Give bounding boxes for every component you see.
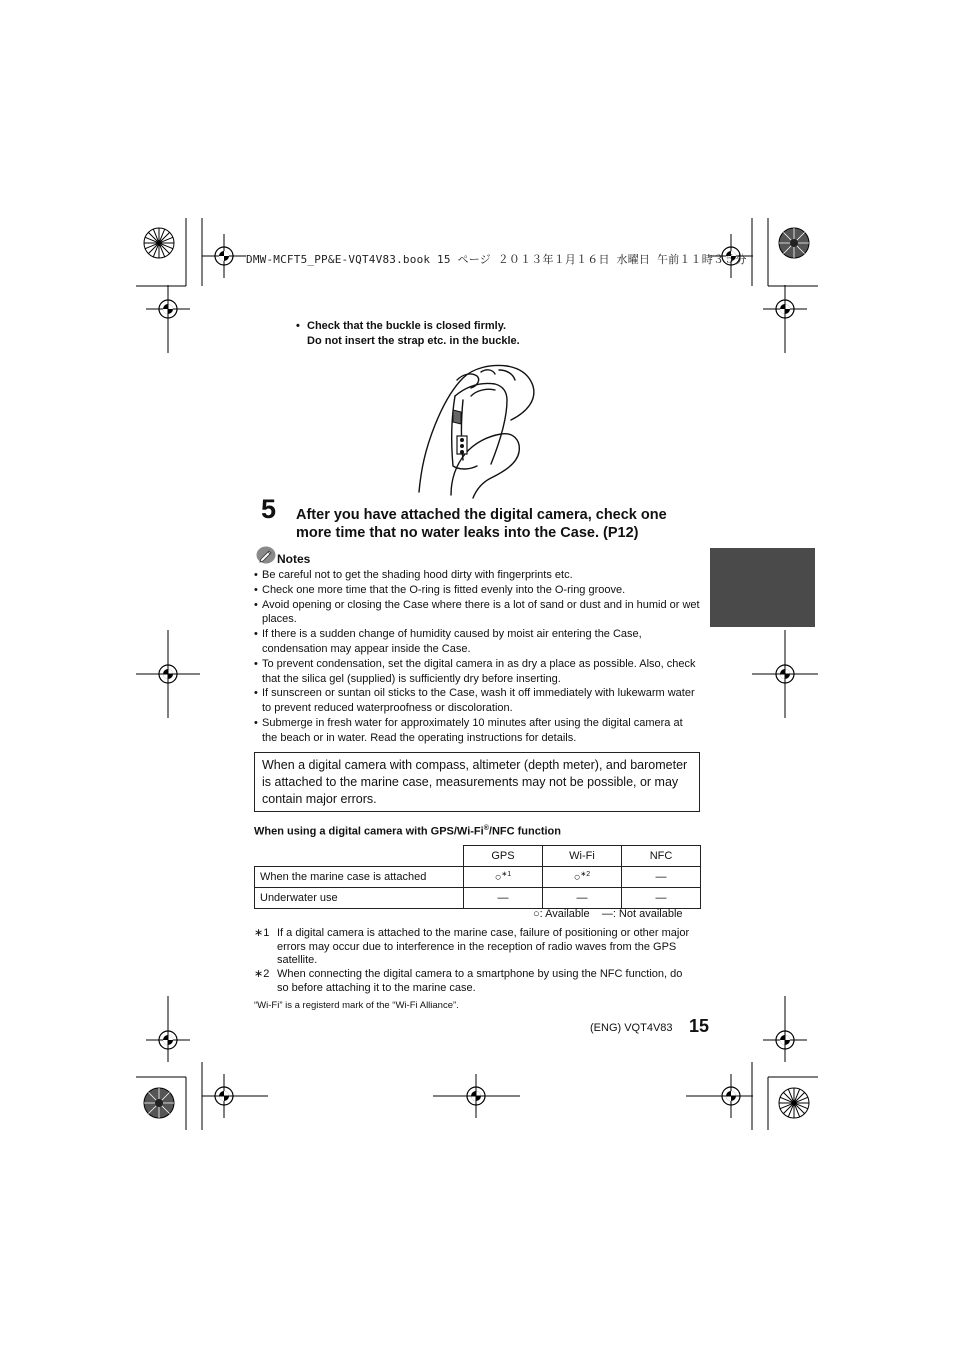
section-tab [710,548,815,627]
list-item: • Check one more time that the O-ring is fitted evenly into the O-ring groove. [254,583,700,598]
footnote-mark: ∗2 [254,968,270,980]
row-label: When the marine case is attached [255,867,464,888]
table-cell [464,867,543,888]
bullet: • [296,320,300,332]
registered-mark: ® [483,825,489,832]
table-cell [543,867,622,888]
footnote-ref: ∗1 [501,871,512,879]
row-label: Underwater use [255,888,464,909]
column-header: GPS [464,846,543,867]
table-row [255,867,701,888]
cell-value: — [655,871,667,883]
table-header-row [255,846,701,867]
list-item: • Be careful not to get the shading hood dirty with fingerprints etc. [254,568,700,583]
list-item: • To prevent condensation, set the digital camera in as dry a place as possible. Also, check that the silica gel (supplied) is sufficiently dry before inserting. [254,657,700,687]
footnote-text: If a digital camera is attached to the marine case, failure of positioning or other major errors may occur due to interference in the reception of radio waves from the GPS satellite. [277,927,690,966]
table-title-text: When using a digital camera with GPS/Wi-Fi [254,825,484,838]
footnote-mark: ∗1 [254,927,270,939]
table-title [254,825,561,838]
trademark-notice: “Wi-Fi” is a registerd mark of the “Wi-Fi Alliance”. [254,1000,459,1011]
list-item: • If sunscreen or suntan oil sticks to the Case, wash it off immediately with lukewarm water to prevent reduced waterproofness or discoloration. [254,686,700,716]
footnote [254,927,697,968]
footnote-text: When connecting the digital camera to a smartphone by using the NFC function, do so before attaching it to the marine case. [277,968,683,994]
caution-box: When a digital camera with compass, altimeter (depth meter), and barometer is attached to the marine case, measurements may not be possible, or may contain major errors. [254,752,700,812]
step-instruction: After you have attached the digital camera, check one more time that no water leaks into the Case. (P12) [296,507,667,541]
footnote [254,968,697,995]
document-code: (ENG) VQT4V83 [590,1022,673,1034]
table-cell: — [464,888,543,909]
pencil-notes-icon [256,546,276,564]
table-cell [622,867,701,888]
cell-value: ○ [494,871,502,884]
column-header: NFC [622,846,701,867]
list-item: • Submerge in fresh water for approximately 10 minutes after using the digital camera at the beach or in water. Read the operating instructions for details. [254,716,700,746]
table-cell: — [622,888,701,909]
table-corner-cell [255,846,464,867]
page-number: 15 [689,1016,710,1036]
footnote-ref: ∗2 [580,871,591,879]
notes-list [254,568,700,746]
table-title-suffix: /NFC function [488,825,561,838]
step-number: 5 [261,494,277,524]
notes-heading: Notes [277,552,311,566]
gps-wifi-nfc-table [254,845,701,909]
column-header: Wi-Fi [543,846,622,867]
check-line-1: Check that the buckle is closed firmly. [307,320,507,332]
table-legend: ○: Available —: Not available [533,908,683,920]
list-item: • If there is a sudden change of humidity caused by moist air entering the Case, condensation may appear inside the Case. [254,627,700,657]
hand-holding-camera-case-illustration [415,360,540,500]
list-item: • Avoid opening or closing the Case where there is a lot of sand or dust and in humid or wet places. [254,598,700,628]
print-header: DMW-MCFT5_PP&E-VQT4V83.book 15 ページ ２０１３年１月１６日 水曜日 午前１１時３５分 [246,253,747,266]
table-cell: — [543,888,622,909]
table-row [255,888,701,909]
cell-value: ○ [573,871,581,884]
check-line-2: Do not insert the strap etc. in the buckle. [307,335,520,347]
